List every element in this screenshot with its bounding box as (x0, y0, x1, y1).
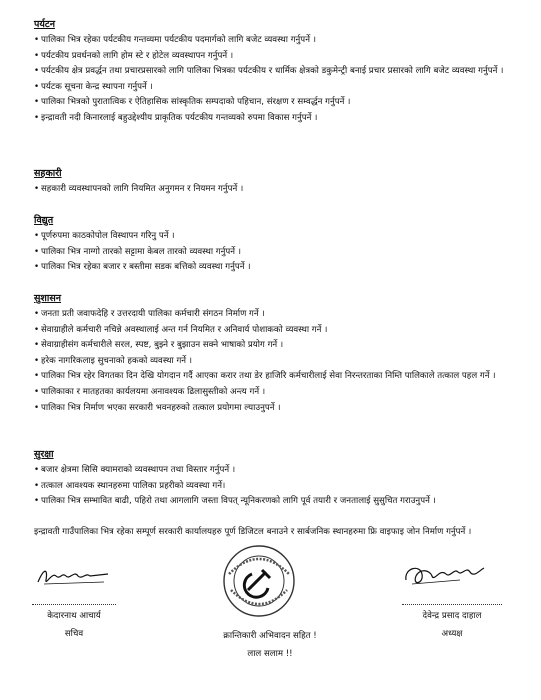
section-cooperative (34, 167, 504, 198)
list-item: • पालिकाका र मातहतका कार्यलयमा अनावश्यक ढिलासुस्तीको अन्त्य गर्ने । (34, 386, 266, 397)
section-heading: विद्युत (34, 215, 54, 226)
section-tourism (34, 18, 504, 127)
list-item: • सहकारी व्यवस्थापनको लागि नियमित अनुगमन र नियमन गर्नुपर्ने । (34, 184, 244, 194)
list-item: • पालिका भित्र रहेका बजार र बस्तीमा सडक बत्तिको व्यवस्था गर्नुपर्ने । (34, 262, 251, 273)
list-item: • सेवाग्राहीले कर्मचारी नचिन्ने अवस्थालाई अन्त गर्न नियमित र अनिवार्य पोशाकको व्यवस्था गर्ने । (34, 324, 328, 335)
list-item: • पर्यटक सूचना केन्द्र स्थापना गर्नुपर्ने । (34, 81, 153, 92)
chairman-signature (400, 558, 490, 592)
secretary-block (32, 604, 116, 641)
party-seal-icon (222, 544, 296, 618)
list-item: • तत्काल आवश्यक स्थानहरुमा पालिका प्रहरीको व्यवस्था गर्ने। (34, 480, 226, 491)
section-heading: पर्यटन (34, 19, 55, 30)
section-electricity (34, 214, 504, 276)
chairman-name: देवेन्द्र प्रसाद दाहाल (422, 611, 482, 621)
secretary-signature (34, 562, 114, 590)
section-heading: सुरक्षा (34, 449, 54, 460)
list-item: • पर्यटकीय क्षेत्र प्रवर्द्धन तथा प्रचारप्रसारको लागि पालिका भित्रका पर्यटकीय र धार्मिक क्षेत्रको डकुमेन्ट्री बनाई प्रचार प्रसारको लागि बजेट व्यवस्था गर्नुपर्ने । (34, 66, 504, 77)
signature-line (402, 604, 502, 605)
list-item: • पालिका भित्र रहेर विगतका दिन देखि योगदान गर्दै आएका करार तथा डेर हाजिरि कर्मचारीलाई सेवा निरन्तरताका निम्ति पालिकाले तत्काल पहल गर्ने । (34, 371, 496, 382)
chairman-block (402, 604, 502, 641)
secretary-name: केदारनाथ आचार्य (47, 611, 101, 621)
list-item: • सेवाग्राहीसंग कर्मचारीले सरल, स्पष्ट, बुझ्ने र बुझाउन सक्ने भाषाको प्रयोग गर्ने । (34, 340, 284, 351)
list-item: • जनता प्रती जवाफदेहि र उत्तरदायी पालिका कर्मचारी संगठन निर्माण गर्ने । (34, 309, 265, 319)
chairman-title: अध्यक्ष (441, 629, 463, 639)
signature-line (32, 604, 116, 605)
list-item: • पालिका भित्र निर्माण भएका सरकारी भवनहरुको तत्काल प्रयोगमा ल्याउनुपर्ने । (34, 402, 281, 413)
greeting-line-2: लाल सलाम !! (247, 649, 293, 659)
secretary-title: सचिव (64, 629, 84, 639)
list-item: • पूर्णरुपमा काठकोपोल विस्थापन गरिनु पर्ने । (34, 231, 175, 241)
list-item: • हरेक नागरिकलाइ सुचनाको हकको व्यवस्था गर्ने । (34, 355, 193, 366)
list-item: • पर्यटकीय प्रवर्धनको लागि होम स्टे र होटेल व्यवस्थापन गर्नुपर्ने । (34, 50, 234, 61)
list-item: • पालिका भित्रको पुरातात्विक र ऐतिहासिक सांस्कृतिक सम्पदाको पहिचान, संरक्षण र सम्वर्द्धन गर्नुपर्ने । (34, 97, 351, 108)
section-governance (34, 292, 504, 416)
list-item: • इन्द्रावती नदी किनारलाई बहुउद्देश्यीय प्राकृतिक पर्यटकीय गन्तव्यको रुपमा विकास गर्नुपर्ने । (34, 112, 318, 123)
section-heading: सुशासन (34, 293, 62, 304)
list-item: • पालिका भित्र रहेका पर्यटकीय गन्तव्यमा पर्यटकीय पदमार्गको लागि बजेट व्यवस्था गर्नुपर्ने । (34, 35, 316, 45)
greeting-line-1: क्रान्तिकारी अभिवादन सहित ! (223, 631, 317, 641)
list-item: • पालिका भित्र नाग्गो तारको सट्टामा केबल तारको व्यवस्था गर्नुपर्ने । (34, 246, 242, 257)
list-item: • पालिका भित्र सम्भावित बाढी, पहिरो तथा आगलागि जस्ता विपत् न्यूनिकरणको लागि पूर्व तयारी र जनतालाई सुसुचित गराउनुपर्ने । (34, 496, 436, 507)
section-heading: सहकारी (34, 168, 62, 179)
list-item: • बजार क्षेत्रमा सिसि क्यामराको व्यवस्थापन तथा विस्तार गर्नुपर्ने । (34, 465, 236, 475)
section-security (34, 448, 504, 510)
closing-paragraph: इन्द्रावती गाउँपालिका भित्र रहेका सम्पूर्ण सरकारी कार्यालयहरु पूर्ण डिजिटल बनाउने र सार्बजनिक स्थानहरुमा फ्रि वाइफाइ जोन निर्माण गर्नुपर्ने । (34, 527, 472, 537)
